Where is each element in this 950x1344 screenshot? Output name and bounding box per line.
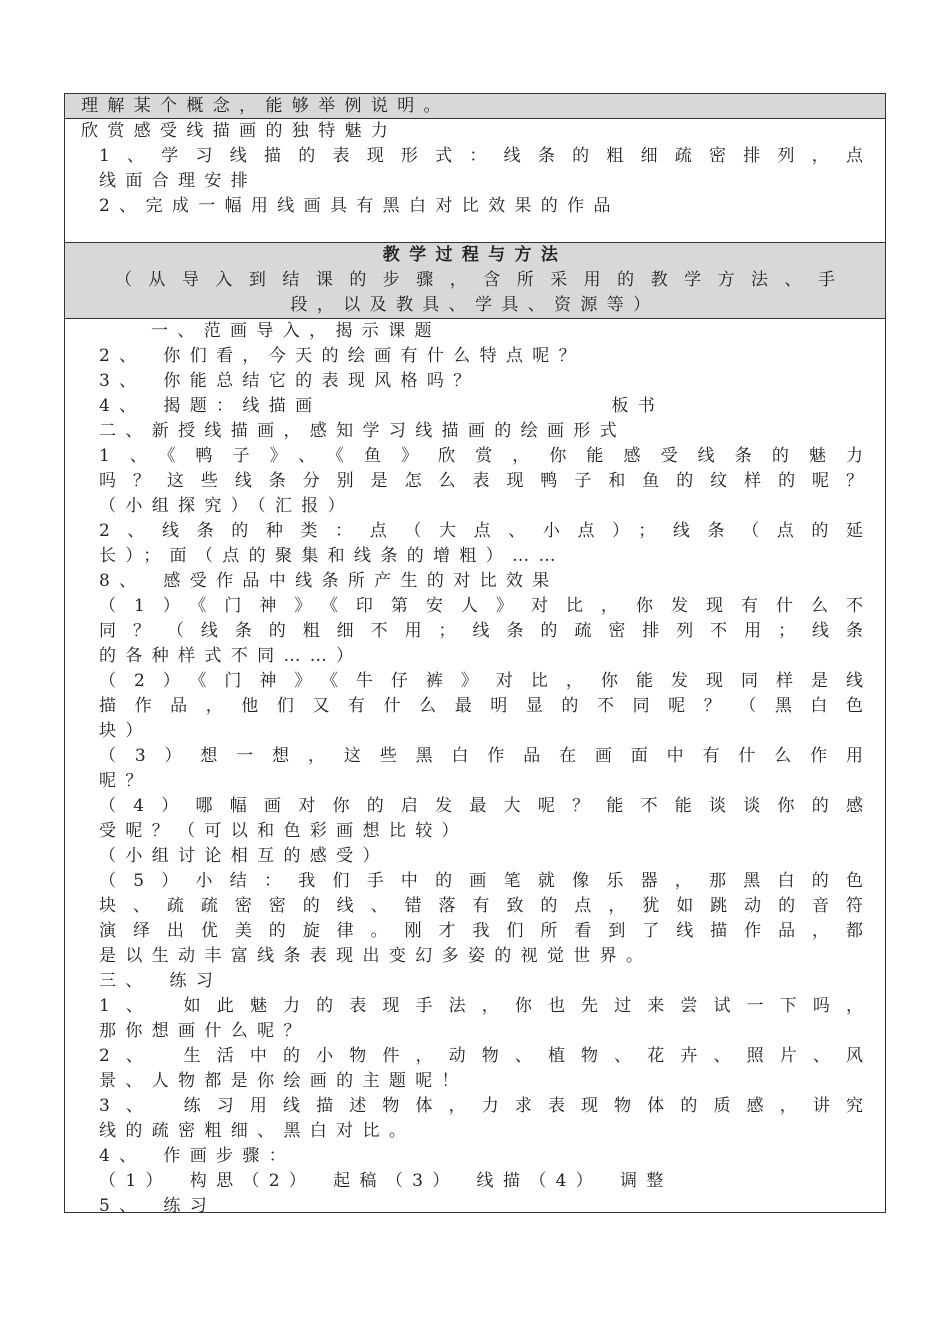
process-line: 5、 练习 xyxy=(99,1196,217,1216)
process-line xyxy=(65,394,885,419)
process-line: 三、 练习 xyxy=(99,971,223,991)
process-line: 4、 作画步骤： xyxy=(99,1146,296,1166)
process-line: 同？（线条的粗细不用；线条的疏密排列不用；线条 xyxy=(99,621,863,641)
process-line: 描作品，他们又有什么最明显的不同呢？（黑白色 xyxy=(99,696,863,716)
process-line: 2、线条的种类：点（大点、小点）；线条（点的延 xyxy=(99,521,863,541)
process-line: 块、疏疏密密的线、错落有致的点，犹如跳动的音符 xyxy=(99,896,863,916)
process-line: 1、 如此魅力的表现手法，你也先过来尝试一下吗， xyxy=(99,996,863,1016)
process-line: 是以生动丰富线条表现出变幻多姿的视觉世界。 xyxy=(99,946,653,966)
goals-line: 1、学习线描的表现形式：线条的粗细疏密排列，点 xyxy=(99,146,863,166)
process-line: 8、 感受作品中线条所产生的对比效果 xyxy=(99,571,559,591)
process-header-subtitle: 段，以及教具、学具、资源等） xyxy=(290,295,660,315)
process-line: 2、 你们看，今天的绘画有什么特点呢？ xyxy=(99,346,585,366)
process-line: （3）想一想，这些黑白作品在画面中有什么作用 xyxy=(99,746,863,766)
process-line: （5）小结：我们手中的画笔就像乐器，那黑白的色 xyxy=(99,871,863,891)
process-line: （4）哪幅画对你的启发最大呢？能不能谈谈你的感 xyxy=(99,796,863,816)
process-line: （小组讨论相互的感受） xyxy=(99,846,389,866)
process-line: 3、 你能总结它的表现风格吗？ xyxy=(99,371,480,391)
goals-line: 线面合理安排 xyxy=(99,171,258,191)
process-line: 块） xyxy=(99,721,152,741)
blackboard-label: 板书 xyxy=(611,396,665,416)
process-line: 景、人物都是你绘画的主题呢！ xyxy=(99,1071,468,1091)
process-line: 受呢？（可以和色彩画想比较） xyxy=(99,821,468,841)
goals-line: 2、完成一幅用线画具有黑白对比效果的作品 xyxy=(99,196,620,216)
process-line: 吗？这些线条分别是怎么表现鸭子和鱼的纹样的呢？ xyxy=(99,471,863,491)
concept-row xyxy=(65,94,885,118)
concept-text: 理解某个概念，能够举例说明。 xyxy=(81,96,450,116)
process-line: （2）《门神》《牛仔裤》对比，你能发现同样是线 xyxy=(99,671,863,691)
process-header-subtitle: （从导入到结课的步骤，含所采用的教学方法、手 xyxy=(115,270,835,290)
process-line: 呢？ xyxy=(99,771,152,791)
process-header-title: 教学过程与方法 xyxy=(382,245,568,265)
process-body xyxy=(65,318,885,1216)
process-line: （小组探究）（汇报） xyxy=(99,496,354,516)
process-line: 的各种样式不同……） xyxy=(99,646,363,666)
process-line: 二、新授线描画，感知学习线描画的绘画形式 xyxy=(99,421,626,441)
process-line: （1）《门神》《印第安人》对比，你发现有什么不 xyxy=(99,596,863,616)
process-line: 那你想画什么呢？ xyxy=(99,1021,310,1041)
process-line: （1） 构思（2） 起稿（3） 线描（4） 调整 xyxy=(99,1171,673,1191)
lesson-plan-table xyxy=(64,93,886,1216)
process-text: 4、 揭题：线描画 xyxy=(99,396,322,416)
goals-row xyxy=(65,118,885,242)
process-line: 1、《鸭子》、《鱼》欣赏，你能感受线条的魅力 xyxy=(99,446,863,466)
process-line: 2、 生活中的小物件，动物、植物、花卉、照片、风 xyxy=(99,1046,863,1066)
process-line: 3、 练习用线描述物体，力求表现物体的质感，讲究 xyxy=(99,1096,863,1116)
goals-line: 欣赏感受线描画的独特魅力 xyxy=(81,121,398,141)
process-header-row xyxy=(65,242,885,318)
process-line: 长）；面（点的聚集和线条的增粗）…… xyxy=(99,546,565,566)
process-line: 演绎出优美的旋律。刚才我们所看到了线描作品，都 xyxy=(99,921,863,941)
process-line: 线的疏密粗细、黑白对比。 xyxy=(99,1121,416,1141)
process-line: 一、范画导入，揭示课题 xyxy=(151,321,441,341)
